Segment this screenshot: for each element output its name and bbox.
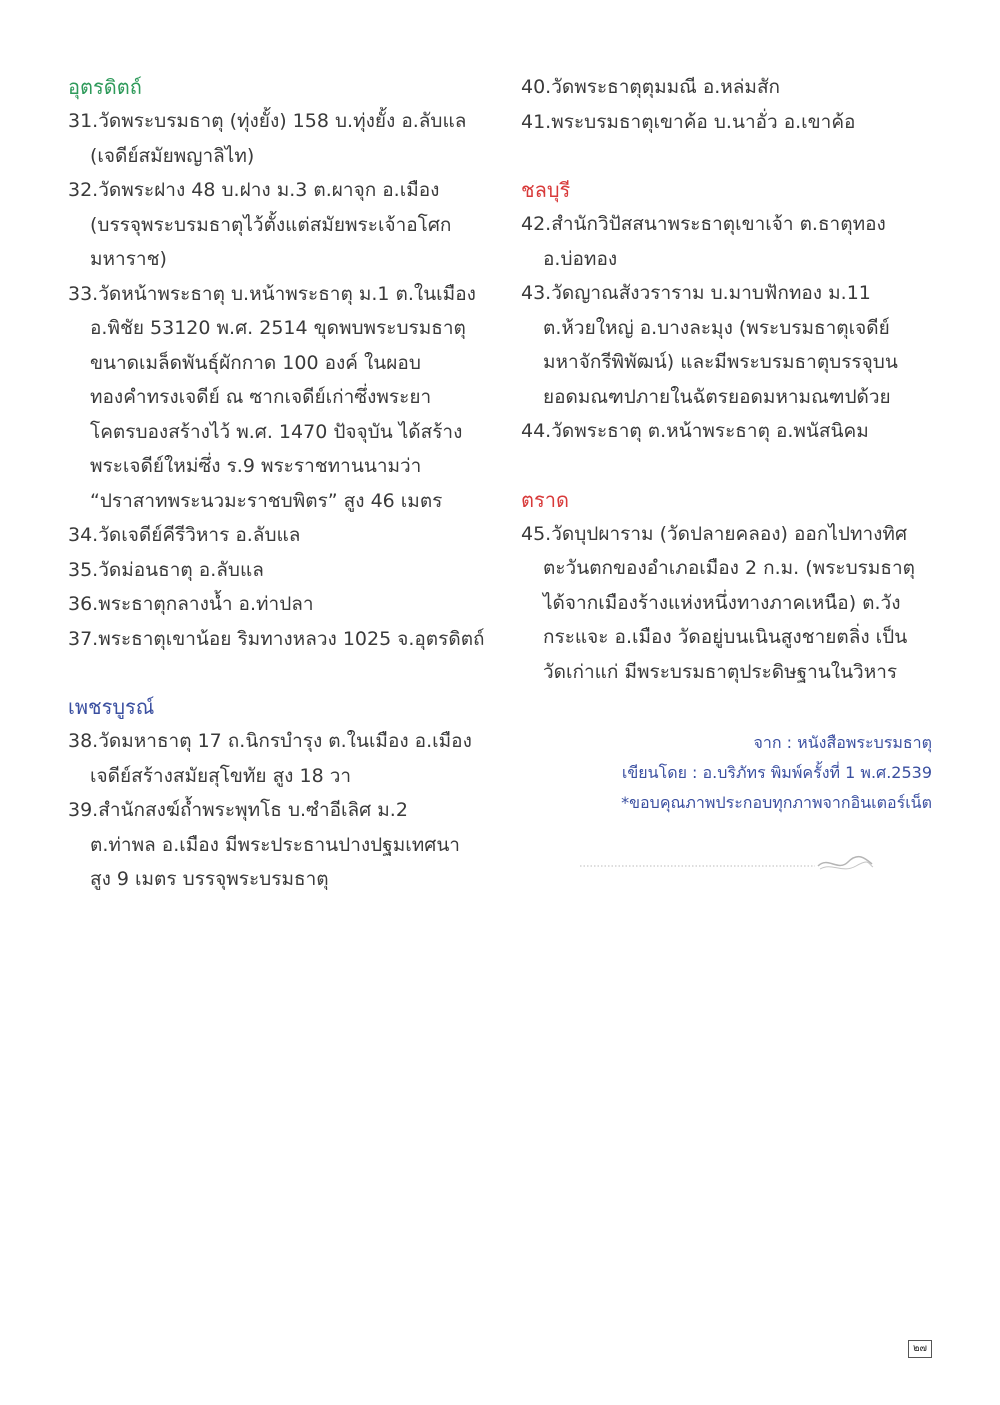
list-item: 31.วัดพระบรมธาตุ (ทุ่งยั้ง) 158 บ.ทุ่งยั้ง อ.ลับแล xyxy=(68,110,467,132)
list-item: กระแจะ อ.เมือง วัดอยู่บนเนินสูงชายตลิ่ง เป็น xyxy=(543,626,908,648)
section-gap xyxy=(521,449,951,483)
list-item: 45.วัดบุปผาราม (วัดปลายคลอง) ออกไปทางทิศ xyxy=(521,522,908,545)
page-number: ๒๗ xyxy=(908,1340,932,1358)
section-heading-chonburi: ชลบุรี xyxy=(521,178,571,202)
list-item: 35.วัดม่อนธาตุ อ.ลับแล xyxy=(68,558,264,581)
left-column xyxy=(68,70,498,897)
list-item: ได้จากเมืองร้างแห่งหนึ่งทางภาคเหนือ) ต.วัง xyxy=(543,591,901,614)
credits-block xyxy=(621,728,932,818)
list-item: 42.สำนักวิปัสสนาพระธาตุเขาเจ้า ต.ธาตุทอง xyxy=(521,213,886,235)
list-item: ขนาดเมล็ดพันธุ์ผักกาด 100 องค์ ในผอบ xyxy=(90,351,421,374)
list-item: 41.พระบรมธาตุเขาค้อ บ.นาอั่ว อ.เขาค้อ xyxy=(521,110,856,133)
list-item: โคตรบองสร้างไว้ พ.ศ. 1470 ปัจจุบัน ได้สร้าง xyxy=(90,420,463,443)
section-gap xyxy=(521,139,951,173)
list-item: อ.พิชัย 53120 พ.ศ. 2514 ขุดพบพระบรมธาตุ xyxy=(90,317,466,339)
list-item: 44.วัดพระธาตุ ต.หน้าพระธาตุ อ.พนัสนิคม xyxy=(521,420,869,442)
credit-thanks: *ขอบคุณภาพประกอบทุกภาพจากอินเตอร์เน็ต xyxy=(621,793,932,812)
list-item: (บรรจุพระบรมธาตุไว้ตั้งแต่สมัยพระเจ้าอโศก xyxy=(90,213,452,236)
list-item: 32.วัดพระฝาง 48 บ.ฝาง ม.3 ต.ผาจุก อ.เมือง xyxy=(68,179,440,201)
credit-author: เขียนโดย : อ.บริภัทร พิมพ์ครั้งที่ 1 พ.ศ.2539 xyxy=(621,763,932,782)
section-gap xyxy=(68,656,498,690)
list-item: วัดเก่าแก่ มีพระบรมธาตุประดิษฐานในวิหาร xyxy=(543,660,898,683)
flourish-divider xyxy=(580,850,875,874)
credit-source: จาก : หนังสือพระบรมธาตุ xyxy=(753,733,932,752)
list-item: ยอดมณฑปภายในฉัตรยอดมหามณฑปด้วย xyxy=(543,385,891,408)
list-item: 40.วัดพระธาตุตุมมณี อ.หล่มสัก xyxy=(521,76,781,98)
list-item: 43.วัดญาณสังวราราม บ.มาบฟักทอง ม.11 xyxy=(521,282,871,304)
right-column xyxy=(521,70,951,689)
list-item: ตะวันตกของอำเภอเมือง 2 ก.ม. (พระบรมธาตุ xyxy=(543,557,915,579)
section-heading-phetchabun: เพชรบูรณ์ xyxy=(68,695,155,719)
list-item: 34.วัดเจดีย์คีรีวิหาร อ.ลับแล xyxy=(68,524,301,546)
list-item: มหาราช) xyxy=(90,248,167,270)
list-item: 38.วัดมหาธาตุ 17 ถ.นิกรบำรุง ต.ในเมือง อ.เมือง xyxy=(68,730,472,752)
section-heading-uttaradit: อุตรดิตถ์ xyxy=(68,75,142,99)
list-item: “ปราสาทพระนวมะราชบพิตร” สูง 46 เมตร xyxy=(90,489,443,512)
list-item: เจดีย์สร้างสมัยสุโขทัย สูง 18 วา xyxy=(90,764,352,787)
list-item: 39.สำนักสงฆ์ถ้ำพระพุทโธ บ.ซำอีเลิศ ม.2 xyxy=(68,799,408,821)
list-item: 37.พระธาตุเขาน้อย ริมทางหลวง 1025 จ.อุตรดิตถ์ xyxy=(68,627,485,650)
list-item: ต.ห้วยใหญ่ อ.บางละมุง (พระบรมธาตุเจดีย์ xyxy=(543,316,890,339)
list-item: สูง 9 เมตร บรรจุพระบรมธาตุ xyxy=(90,868,329,890)
section-heading-trat: ตราด xyxy=(521,487,569,512)
list-item: พระเจดีย์ใหม่ซึ่ง ร.9 พระราชทานนามว่า xyxy=(90,455,422,477)
list-item: 36.พระธาตุกลางน้ำ อ.ท่าปลา xyxy=(68,593,314,615)
list-item: 33.วัดหน้าพระธาตุ บ.หน้าพระธาตุ ม.1 ต.ในเมือง xyxy=(68,282,476,305)
list-item: มหาจักรีพิพัฒน์) และมีพระบรมธาตุบรรจุบน xyxy=(543,351,898,373)
list-item: อ.บ่อทอง xyxy=(543,247,618,270)
list-item: (เจดีย์สมัยพญาลิไท) xyxy=(90,144,255,167)
list-item: ทองคำทรงเจดีย์ ณ ซากเจดีย์เก่าซึ่งพระยา xyxy=(90,386,432,408)
list-item: ต.ท่าพล อ.เมือง มีพระประธานปางปฐมเทศนา xyxy=(90,833,460,856)
